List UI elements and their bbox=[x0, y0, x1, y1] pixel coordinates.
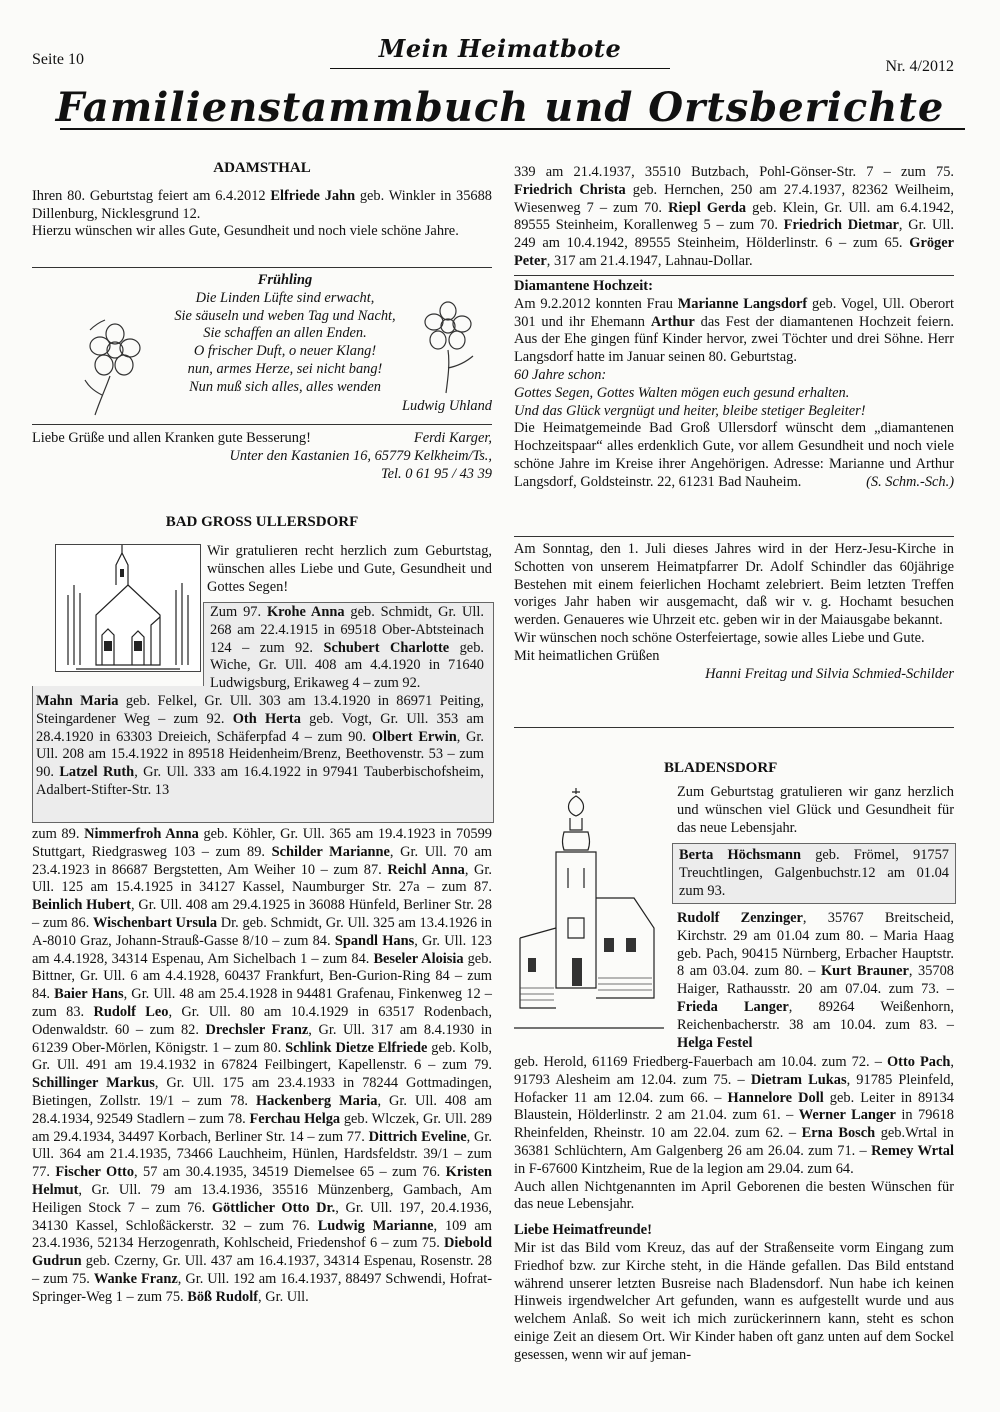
greeting bbox=[32, 430, 492, 483]
list-item: 339 am 21.4.1937, 35510 Butzbach, Pohl-Gönser-Str. 7 – zum 75. Friedrich Christa geb. Hernchen, 250 am 27.4.1937, 82362 Weilheim, Wiesenweg 7 – zum 70. Riepl Gerda geb. Klein, Gr. Ull. am 6.4.1942, 89555 Steinheim, Korallenweg 5 – zum 70. Friedrich Dietmar, Gr. Ull. 249 am 10.4.1942, 89555 Steinheim, Hölderlinstr. 6 – zum 65. Gröger Peter, 317 am 21.4.1947, Lahnau-Dollar. bbox=[514, 164, 954, 269]
divider bbox=[32, 424, 492, 425]
masthead-rule bbox=[330, 68, 670, 69]
sunday-wishes: Wir wünschen noch schöne Osterfeiertage, sowie alles Liebe und Gute. bbox=[514, 629, 925, 646]
ullersdorf-title: BAD GROSS ULLERSDORF bbox=[165, 514, 359, 530]
greeting-address: Unter den Kastanien 16, 65779 Kelkheim/Ts., bbox=[229, 447, 492, 464]
diamond-verse: 60 Jahre schon: bbox=[514, 366, 607, 383]
flower-ornament-right bbox=[418, 288, 480, 398]
poem-line: Sie schaffen an allen Enden. bbox=[203, 325, 367, 342]
box-name: Berta Höchsmann bbox=[679, 847, 802, 863]
list-item: Zum 97. Krohe Anna geb. Schmidt, Gr. Ull. 268 am 22.4.1915 in 69518 Ober-Abtsteinach 124 – zum 92. Schubert Charlotte geb. Wiche, Gr. Ull. 408 am 4.4.1920 in 71640 Ludwigsburg, Erikaweg 4 – zum 92. bbox=[210, 604, 484, 692]
bladensdorf-box bbox=[672, 843, 956, 904]
flower-ornament-left bbox=[80, 310, 150, 420]
ullersdorf-header bbox=[32, 514, 492, 532]
poem-line: Die Linden Lüfte sind erwacht, bbox=[195, 289, 375, 306]
diamond-title: Diamantene Hochzeit: bbox=[514, 278, 654, 294]
friends-text: Mir ist das Bild vom Kreuz, das auf der Straßenseite vorm Eingang zum Friedhof bzw. zur Kirche steht, in die Hände gefallen. Das Bild entstand während unserer letzten Busreise nach Bladensdorf. Nun habe ich keinen Hinweis irgendwelcher Art gefunden, wann es aufgestellt wurde und aus welchem Anlaß. So weit ich mich zurückerinnern kann, steht es schon einige Zeit an diesem Ort. Wir Kinder haben oft ganz unten auf dem Sockel gesessen, wenn wir auf jeman- bbox=[514, 1239, 954, 1363]
sunday-text: Am Sonntag, den 1. Juli dieses Jahres wird in der Herz-Jesu-Kirche in Schotten von unserem Heimatpfarrer Dr. Adolf Schindler das 60jährige Bestehen mit einem feierlichen Hochamt zelebriert. Beim letzten Treffen voriges Jahr haben wir ausgemacht, daß wir v. g. Hochamt besuchen werden. Genaueres wie Uhrzeit etc. geben wir in der Maiausgabe bekannt. bbox=[514, 541, 954, 629]
poem-line: Nun muß sich alles, alles wenden bbox=[189, 378, 381, 395]
greeting-name: Ferdi Karger, bbox=[413, 430, 492, 446]
ullersdorf-birthday-list bbox=[32, 826, 492, 1307]
ullersdorf-continued bbox=[514, 164, 954, 271]
sunday-mass bbox=[514, 541, 954, 683]
diamond-verse: Und das Glück vergnügt und heiter, bleibe stetiger Begleiter! bbox=[514, 402, 866, 419]
list-item: Mahn Maria geb. Felkel, Gr. Ull. 303 am 13.4.1920 in 86971 Peiting, Steingardener Weg – zum 92. Oth Herta geb. Vogt, Gr. Ull. 353 am 28.4.1920 in 63303 Dreieich, Schäferpfad 4 – zum 90. Olbert Erwin, Gr. Ull. 208 am 15.4.1922 in 89518 Heidenheim/Brenz, Beethovenstr. 53 – zum 90. Latzel Ruth, Gr. Ull. 333 am 16.4.1922 in 97941 Tauberbischofsheim, Adalbert-Stifter-Str. 13 bbox=[36, 692, 484, 798]
sunday-signature: Hanni Freitag und Silvia Schmied-Schilder bbox=[705, 665, 954, 682]
ullersdorf-intro: Wir gratulieren recht herzlich zum Geburtstag, wünschen alles Liebe und Gute, Gesundheit und Gottes Segen! bbox=[207, 543, 492, 595]
box-details: geb. Frömel, 91757 Treuchtlingen, Galgenbuchstr.12 am 01.04 zum 93. bbox=[679, 847, 949, 899]
masthead-logo: Mein Heimatbote bbox=[378, 34, 622, 63]
diamond-verse: Gottes Segen, Gottes Walten mögen euch gesund erhalten. bbox=[514, 384, 850, 401]
diamond-wedding bbox=[514, 278, 954, 491]
list-item: zum 89. Nimmerfroh Anna geb. Köhler, Gr. Ull. 365 am 19.4.1923 in 70599 Stuttgart, Riedgrasweg 103 – zum 89. Schilder Marianne, Gr. Ull. 70 am 23.4.1923 in 86687 Bergstetten, Am Weiher 10 – zum 87. Reichl Anna, Gr. Ull. 125 am 15.4.1925 in 34127 Kassel, Naumburger Str. 27a – zum 87. Beinlich Hubert, Gr. Ull. 408 am 29.4.1925 in 36088 Hünfeld, Berliner Str. 28 – zum 86. Wischenbart Ursula Dr. geb. Schmidt, Gr. Ull. 325 am 13.4.1926 in A-8010 Graz, Johann-Strauß-Gasse 8/10 – zum 84. Spandl Hans, Gr. Ull. 123 am 4.4.1928, 34314 Espenau, Am Sichelbach 1 – zum 84. Beseler Aloisia geb. Bittner, Gr. Ull. 6 am 4.4.1928, 60437 Frankfurt, Ben-Gurion-Ring 84 – zum 84. Baier Hans, Gr. Ull. 48 am 25.4.1928 in 94481 Grafenau, Finkenweg 12 – zum 83. Rudolf Leo, Gr. Ull. 80 am 10.4.1929 in 63517 Rodenbach, Odenwaldstr. 60 – zum 82. Drechsler Franz, Gr. Ull. 317 am 8.4.1930 in 61239 Ober-Mörlen, Königstr. 1 – zum 80. Schlink Dietze Elfriede geb. Kolb, Gr. Ull. 491 am 19.4.1932 in 67824 Feilbingert, Kapellenstr. 6 – zum 79. Schillinger Markus, Gr. Ull. 175 am 23.4.1933 in 78244 Gottmadingen, Bietingen, Zollstr. 19/1 – zum 78. Hackenberg Maria, Gr. Ull. 408 am 28.4.1934, 92549 Stadlern – zum 78. Ferchau Helga geb. Wlczek, Gr. Ull. 289 am 29.4.1934, 34497 Korbach, Berliner Str. 14 – zum 77. Dittrich Eveline, Gr. Ull. 364 am 21.4.1935, 73466 Lauchheim, Hünlen, Hardsfeldstr. 39/1 – zum 77. Fischer Otto, 57 am 30.4.1935, 34519 Diemelsee 65 – zum 76. Kristen Helmut, Gr. Ull. 79 am 13.4.1936, 35516 Münzenberg, Gambach, Am Heiligen Stock 7 – zum 76. Göttlicher Otto Dr., Gr. Ull. 197, 20.4.1936, 34130 Kassel, Schloßäckerstr. 32 – zum 76. Ludwig Marianne, 109 am 23.4.1936, 52134 Herzogenrath, Kohlscheid, Friedenshof 6 – zum 75. Diebold Gudrun geb. Czerny, Gr. Ull. 437 am 16.4.1937, 34314 Espenau, Rosenstr. 28 – zum 75. Wanke Franz, Gr. Ull. 192 am 16.4.1937, 88497 Schwendi, Hofrat-Springer-Weg 1 – zum 75. Böß Rudolf, Gr. Ull. bbox=[32, 826, 493, 1305]
greeting-phone: Tel. 0 61 95 / 43 39 bbox=[380, 465, 492, 482]
page-number: Seite 10 bbox=[32, 51, 84, 68]
diamond-wishes: Die Heimatgemeinde Bad Groß Ullersdorf wünscht dem „diamantenen Hochzeitspaar“ alles erdenklich Gute, vor allem Gesundheit und noch viele schöne Jahre im Kreise ihrer Angehörigen. Adresse: Marianne und Arthur Langsdorf, Goldsteinstr. 22, 61231 Bad Nauheim. bbox=[514, 420, 954, 490]
adamsthal-birthday: Ihren 80. Geburtstag feiert am 6.4.2012 Elfriede Jahn geb. Winkler in 35688 Dillenburg, Nicklesgrund 12. bbox=[32, 187, 492, 222]
list-item: geb. Herold, 61169 Friedberg-Fauerbach am 10.04. zum 72. – Otto Pach, 91793 Alesheim am 12.04. zum 75. – Dietram Lukas, 91785 Pleinfeld, Hofacker 11 am 12.04. zum 66. – Hannelore Doll geb. Leiter in 89134 Blaustein, Hölderlinstr. 2 am 21.04. zum 61. – Werner Langer in 79618 Rheinfelden, Rheinstr. 10 am 22.04. zum 62. – Erna Bosch geb.Wrtal in 36381 Schlüchtern, Am Galgenberg 26 am 26.04. zum 71. – Remey Wrtal in F-67600 Kintzheim, Rue de la legion am 29.04. zum 64. bbox=[514, 1054, 955, 1177]
friends-title: Liebe Heimatfreunde! bbox=[514, 1222, 652, 1239]
divider bbox=[514, 275, 954, 276]
poem-line: Sie säuseln und weben Tag und Nacht, bbox=[174, 307, 396, 324]
diamond-text: Am 9.2.2012 konnten Frau Marianne Langsdorf geb. Vogel, Ull. Oberort 301 und ihr Ehemann Arthur das Fest der diamantenen Hochzeit feiern. Aus der Ehe gingen fünf Kinder hervor, zwei Töchter und drei Söhne. Herr Langsdorf hatte im Januar seinen 80. Geburtstag. bbox=[514, 295, 954, 366]
poem-line: nun, armes Herze, sei nicht bang! bbox=[187, 360, 383, 377]
adamsthal-title: ADAMSTHAL bbox=[213, 160, 311, 176]
poem-line: O frischer Duft, o neuer Klang! bbox=[193, 343, 377, 360]
bladensdorf-list-bottom bbox=[514, 1054, 954, 1365]
banner-rule bbox=[60, 128, 965, 130]
bladensdorf-header bbox=[664, 760, 864, 778]
divider bbox=[514, 727, 954, 728]
diamond-signature: (S. Schm.-Sch.) bbox=[866, 473, 954, 490]
divider bbox=[514, 536, 954, 537]
poem-title: Frühling bbox=[257, 272, 313, 288]
ullersdorf-birthday-box bbox=[32, 604, 484, 800]
adamsthal-section bbox=[32, 160, 492, 241]
sunday-greeting: Mit heimatlichen Grüßen bbox=[514, 647, 660, 664]
list-item: Rudolf Zenzinger, 35767 Breitscheid, Kirchstr. 29 am 01.04 zum 80. – Maria Haag geb. Pach, 90415 Nürnberg, Erbacher Hauptstr. 8 am 03.04. zum 80. – Kurt Brauner, 35708 Haiger, Rathausstr. 20 am 07.04. zum 73. – Frieda Langer, 89264 Weißenhorn, Reichenbacherstr. 38 am 10.04. zum 83. – Helga Festel bbox=[677, 910, 954, 1051]
issue-number: Nr. 4/2012 bbox=[885, 58, 954, 75]
greeting-text: Liebe Grüße und allen Kranken gute Besserung! bbox=[32, 430, 311, 446]
poem-author: Ludwig Uhland bbox=[402, 398, 492, 414]
bladensdorf-intro: Zum Geburtstag gratulieren wir ganz herzlich und wünschen viel Glück und Gesundheit für das neue Lebensjahr. bbox=[677, 784, 954, 836]
bladensdorf-wishes: Auch allen Nichtgenannten im April Geborenen die besten Wünschen für das neue Lebensjahr. bbox=[514, 1178, 954, 1213]
bladensdorf-title: BLADENSDORF bbox=[664, 760, 778, 776]
church-tower-illustration bbox=[514, 788, 664, 1038]
divider bbox=[32, 267, 492, 268]
bladensdorf-list-top bbox=[677, 910, 954, 1052]
poem bbox=[150, 272, 420, 397]
section-banner: Familienstammbuch und Ortsberichte bbox=[55, 84, 945, 131]
adamsthal-wishes: Hierzu wünschen wir alles Gute, Gesundheit und noch viele schöne Jahre. bbox=[32, 223, 459, 240]
